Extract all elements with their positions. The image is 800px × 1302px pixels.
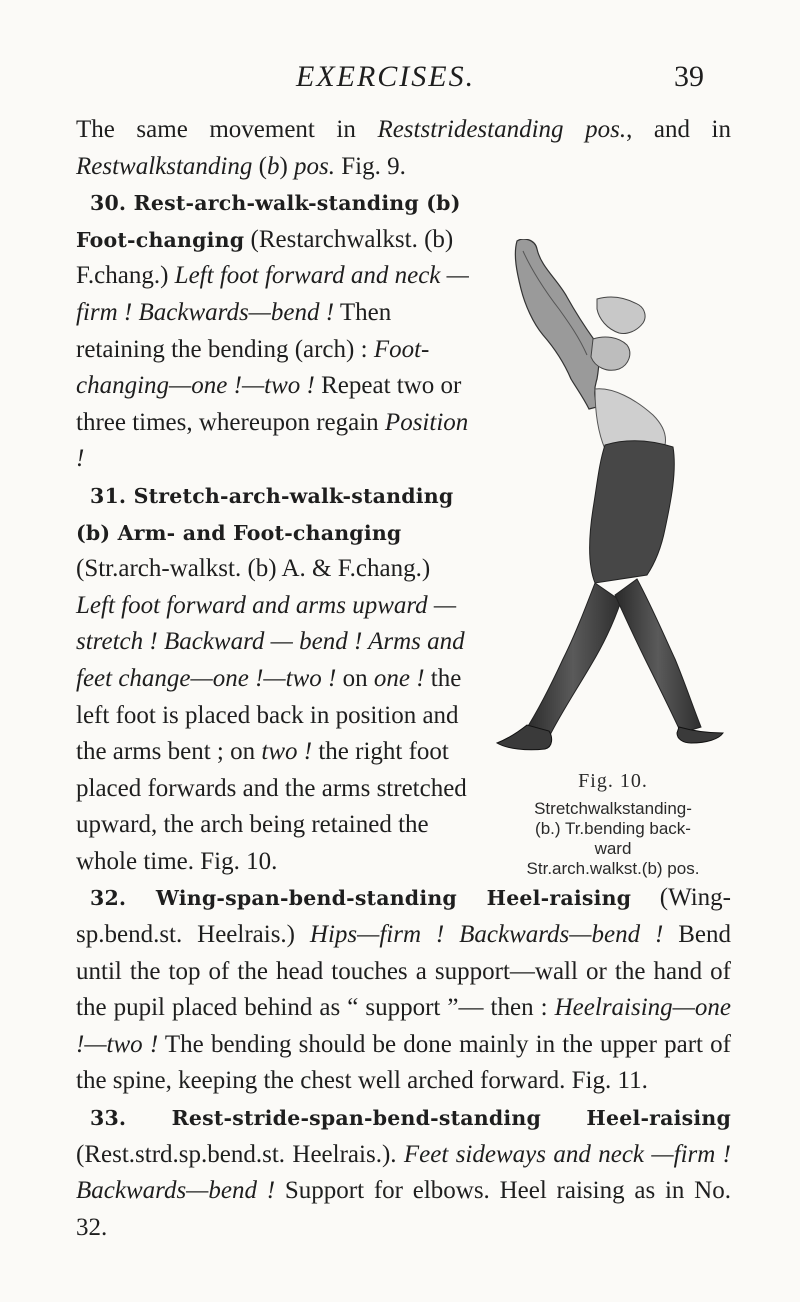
exercise-text: (Restarchwalkst. (b) F.chang.)	[76, 225, 454, 290]
exercise-text: The bending should be done mainly in the upper part of the spine, keeping the chest well arched forward. Fig. 11.	[76, 1030, 731, 1095]
caption-line: ward	[594, 839, 632, 859]
intro-text: (	[252, 152, 267, 180]
exercise-command: Position !	[76, 408, 469, 473]
running-title: EXERCISES.	[296, 60, 476, 93]
exercise-text: (Rest.strd.sp.bend.st. Heelrais.).	[76, 1140, 404, 1168]
caption-line: Stretchwalkstanding-	[534, 799, 692, 819]
intro-text: )	[279, 152, 295, 180]
exercise-text: the right foot placed forwards and the arms stretched upward, the arch being retained the whole time. Fig. 10.	[76, 738, 467, 875]
exercise-command: one !	[373, 664, 425, 692]
caption-line: (b.) Tr.bending back-	[535, 819, 691, 839]
exercise-text: Repeat two or three times, whereupon regain	[76, 372, 462, 436]
exercise-number: 33.	[90, 1106, 172, 1131]
exercise-32	[76, 880, 731, 1100]
exercise-command: Hips—firm ! Backwards—bend !	[309, 921, 664, 949]
intro-text: , and in	[626, 116, 731, 143]
exercise-text: (Str.arch-walkst. (b) A. & F.chang.)	[76, 555, 431, 583]
exercise-text: (Wing-sp.bend.st. Heelrais.)	[76, 884, 731, 949]
exercise-command: Left foot forward and neck —firm ! Backwards—bend !	[76, 262, 469, 326]
exercise-text: Bend until the top of the head touches a support—wall or the hand of the pupil placed behind as “ support ”— then :	[76, 921, 731, 1022]
intro-paragraph	[76, 112, 731, 185]
exercise-number: 30.	[90, 191, 134, 216]
exercise-number: 31.	[90, 483, 134, 508]
exercise-text: Then retaining the bending (arch) :	[76, 298, 392, 363]
exercise-command: Left foot forward and arms upward — stretch ! Backward — bend ! Arms and feet change—one !—two !	[76, 591, 465, 692]
exercise-heading: Stretch-arch-walk-standing (b) Arm- and Foot-changing	[76, 483, 454, 545]
exercise-text: on	[336, 664, 374, 692]
intro-fig-ref: Fig. 9.	[335, 152, 406, 180]
intro-position-name: Restwalkstanding	[76, 152, 253, 180]
exercise-number: 32.	[90, 886, 156, 911]
intro-variant: b	[266, 152, 280, 180]
exercise-heading: Rest-arch-walk-standing (b) Foot-changing	[76, 191, 461, 252]
figure-10-caption	[483, 771, 743, 879]
intro-text: The same movement in	[76, 116, 378, 143]
figure-number: Fig. 10.	[578, 770, 648, 793]
figure-10-illustration	[487, 239, 725, 759]
exercise-command: Foot-changing—one !—two !	[76, 335, 430, 400]
caption-line: Str.arch.walkst.(b) pos.	[526, 859, 700, 879]
exercise-command: two !	[261, 738, 313, 766]
exercise-text: the left foot is placed back in position and the arms bent ; on	[76, 664, 462, 766]
exercise-33	[76, 1100, 731, 1246]
exercise-heading: Rest-stride-span-bend-standing Heel-raising	[171, 1106, 731, 1131]
intro-pos: pos.	[294, 152, 336, 180]
exercise-command: Heelraising—one !—two !	[76, 994, 731, 1058]
figure-10	[483, 239, 741, 879]
page-body	[76, 112, 731, 1246]
exercise-command: Feet sideways and neck —firm ! Backwards—bend !	[76, 1140, 732, 1205]
exercise-text: Support for elbows. Heel raising as in No. 32.	[76, 1177, 731, 1241]
exercise-heading: Wing-span-bend-standing Heel-raising	[155, 886, 632, 911]
page-header	[0, 56, 800, 106]
page-number: 39	[674, 60, 704, 93]
intro-position-name: Reststridestanding pos.	[377, 116, 627, 143]
